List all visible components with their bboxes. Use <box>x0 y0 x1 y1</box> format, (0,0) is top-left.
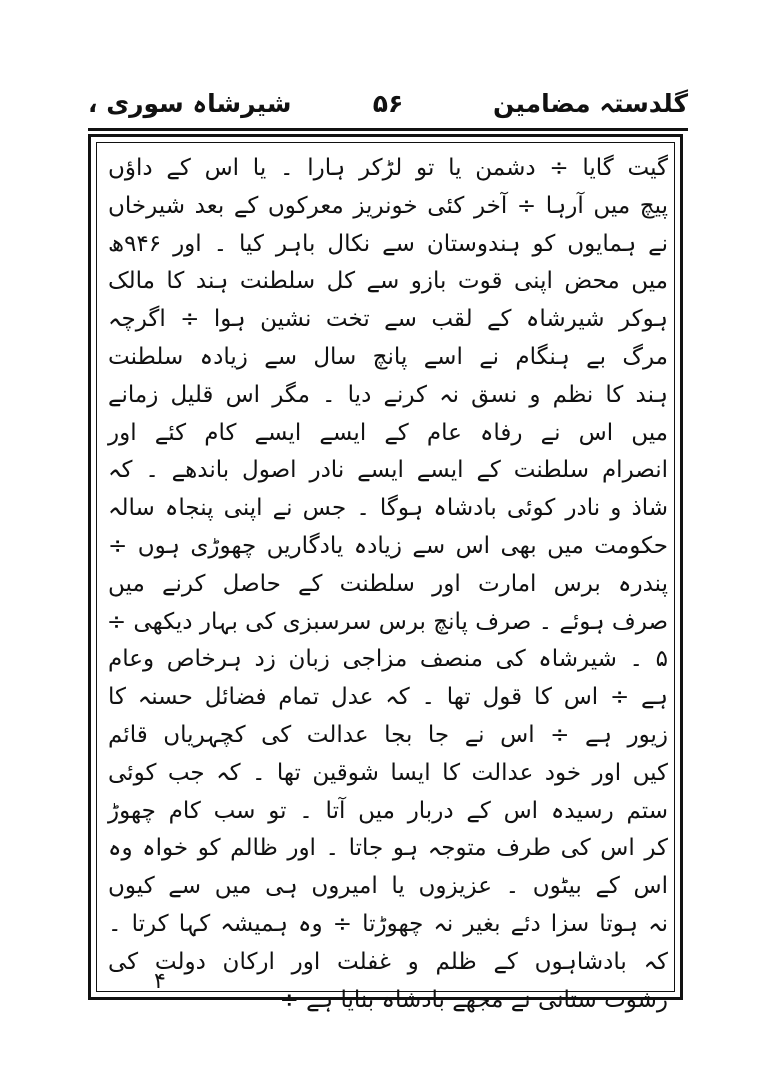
text-line: نہ ہوتا سزا دئے بغیر نہ چھوڑتا ÷ وہ ہمیشہ کہا کرتا ۔ <box>108 910 668 937</box>
text-line: ہوکر شیرشاہ کے لقب سے تخت نشین ہوا ÷ اگرچہ <box>108 306 668 333</box>
text-line: ستم رسیدہ اس کے دربار میں آتا ۔ تو سب کام چھوڑ <box>108 797 668 824</box>
text-line: ہے ÷ اس کا قول تھا ۔ کہ عدل تمام فضائل حسنہ کا <box>108 684 668 711</box>
text-line: میں محض اپنی قوت بازو سے کل سلطنت ہند کا مالک <box>108 268 668 295</box>
footer-mark: ۴ <box>154 969 166 994</box>
text-line: شاذ و نادر کوئی بادشاہ ہوگا ۔ جس نے اپنی پنجاہ سالہ <box>108 495 668 522</box>
text-line: اس کے بیٹوں ۔ عزیزوں یا امیروں ہی میں سے کیوں <box>108 873 668 900</box>
text-line: کر اس کی طرف متوجہ ہو جاتا ۔ اور ظالم کو خواہ وہ <box>108 835 668 862</box>
text-line: کیں اور خود عدالت کا ایسا شوقین تھا ۔ کہ جب کوئی <box>108 759 668 786</box>
text-line: زیور ہے ÷ اس نے جا بجا عدالت کی کچہریاں قائم <box>108 721 668 748</box>
text-line: حکومت میں بھی اس سے زیادہ یادگاریں چھوڑی ہوں ÷ <box>108 532 668 559</box>
book-title: گلدستہ مضامین <box>492 89 688 118</box>
header-rule <box>88 128 688 131</box>
text-line: گیت گایا ÷ دشمن یا تو لڑکر ہارا ۔ یا اس کے داؤں <box>108 155 668 181</box>
text-line: پندرہ برس امارت اور سلطنت کے حاصل کرنے میں <box>108 570 668 597</box>
text-line: انصرام سلطنت کے ایسے ایسے نادر اصول باندھے ۔ کہ <box>108 457 668 484</box>
page-header <box>88 84 688 124</box>
text-line: مرگ بے ہنگام نے اسے پانچ سال سے زیادہ سلطنت <box>108 343 668 370</box>
text-line: رشوت ستانی نے مجھے بادشاہ بنایا ہے ÷ <box>279 986 668 1013</box>
text-line: ہند کا نظم و نسق نہ کرنے دیا ۔ مگر اس قلیل زمانے <box>108 381 668 408</box>
text-line: صرف ہوئے ۔ صرف پانچ برس سرسبزی کی بہار دیکھی ÷ <box>106 608 668 635</box>
page-number: ۵۶ <box>372 89 404 118</box>
chapter-subject: شیرشاہ سوری ، <box>88 89 292 118</box>
text-line: نے ہمایوں کو ہندوستان سے نکال باہر کیا ۔ اور ۹۴۶ھ <box>108 230 668 257</box>
text-line: پیچ میں آرہا ÷ آخر کئی خونریز معرکوں کے بعد شیرخاں <box>108 192 668 219</box>
body-text <box>106 150 668 1013</box>
text-line: میں اس نے رفاہ عام کے ایسے ایسے کام کئے اور <box>108 419 668 446</box>
text-line: ۵ ۔ شیرشاہ کی منصف مزاجی زبان زد ہرخاص وعام <box>108 646 668 673</box>
text-line: کہ بادشاہوں کے ظلم و غفلت اور ارکان دولت کی <box>108 948 668 975</box>
